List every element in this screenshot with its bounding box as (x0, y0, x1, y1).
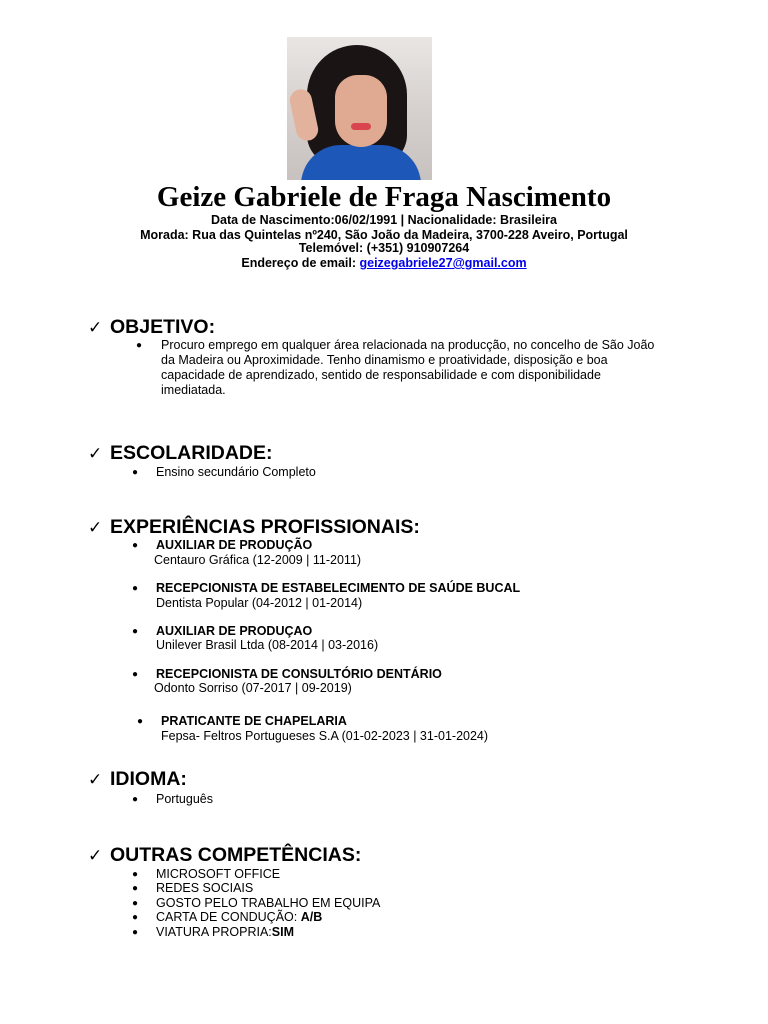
phone-line: Telemóvel: (+351) 910907264 (298, 241, 470, 255)
job-role: ● RECEPCIONISTA DE ESTABELECIMENTO DE SAÚDE BUCAL (132, 581, 521, 595)
profile-photo (287, 37, 432, 180)
check-icon: ✓ (88, 444, 103, 463)
job-detail: Centauro Gráfica (12-2009 | 11-2011) (154, 553, 362, 567)
check-icon: ✓ (88, 770, 103, 789)
job-detail: Odonto Sorriso (07-2017 | 09-2019) (154, 681, 352, 695)
list-item: ● Português (132, 792, 213, 806)
section-idioma-title: ✓ IDIOMA: (88, 768, 187, 790)
objetivo-text: ● Procuro emprego em qualquer área relacionada na producção, no concelho de São João da Madeira ou Aproximidade. Tenho dinamismo e proatividade, disposição e boa capacidade de aprendizado, sentido de responsabilidade e com disponibilidade imediatada. (136, 338, 655, 397)
section-objetivo-title: ✓ OBJETIVO: (88, 316, 216, 338)
job-role: ● AUXILIAR DE PRODUÇAO (132, 624, 313, 638)
list-item: ● CARTA DE CONDUÇÃO: A/B (132, 910, 323, 924)
check-icon: ✓ (88, 318, 103, 337)
list-item: ● VIATURA PROPRIA:SIM (132, 925, 294, 939)
list-item: ● MICROSOFT OFFICE (132, 867, 281, 881)
address-line: Morada: Rua das Quintelas nº240, São João da Madeira, 3700-228 Aveiro, Portugal (140, 228, 628, 242)
section-outras-title: ✓ OUTRAS COMPETÊNCIAS: (88, 844, 362, 866)
email-line (0, 256, 768, 271)
job-role: ● RECEPCIONISTA DE CONSULTÓRIO DENTÁRIO (132, 667, 442, 681)
section-escolaridade-title: ✓ ESCOLARIDADE: (88, 442, 273, 464)
list-item: ● Ensino secundário Completo (132, 465, 316, 479)
check-icon: ✓ (88, 846, 103, 865)
section-experiencias-title: ✓ EXPERIÊNCIAS PROFISSIONAIS: (88, 516, 420, 538)
check-icon: ✓ (88, 518, 103, 537)
email-link[interactable]: geizegabriele27@gmail.com (359, 256, 527, 270)
job-role: ● PRATICANTE DE CHAPELARIA (137, 714, 347, 728)
job-role: ● AUXILIAR DE PRODUÇÃO (132, 538, 313, 552)
list-item: ● GOSTO PELO TRABALHO EM EQUIPA (132, 896, 381, 910)
list-item: ● REDES SOCIAIS (132, 881, 254, 895)
birth-nationality-line: Data de Nascimento:06/02/1991 | Nacionalidade: Brasileira (210, 213, 557, 227)
job-detail: Dentista Popular (04-2012 | 01-2014) (156, 596, 363, 610)
job-detail: Unilever Brasil Ltda (08-2014 | 03-2016) (156, 638, 379, 652)
candidate-name: Geize Gabriele de Fraga Nascimento (156, 181, 612, 213)
job-detail: Fepsa- Feltros Portugueses S.A (01-02-2023 | 31-01-2024) (161, 729, 489, 743)
email-label: Endereço de email: (241, 256, 360, 270)
